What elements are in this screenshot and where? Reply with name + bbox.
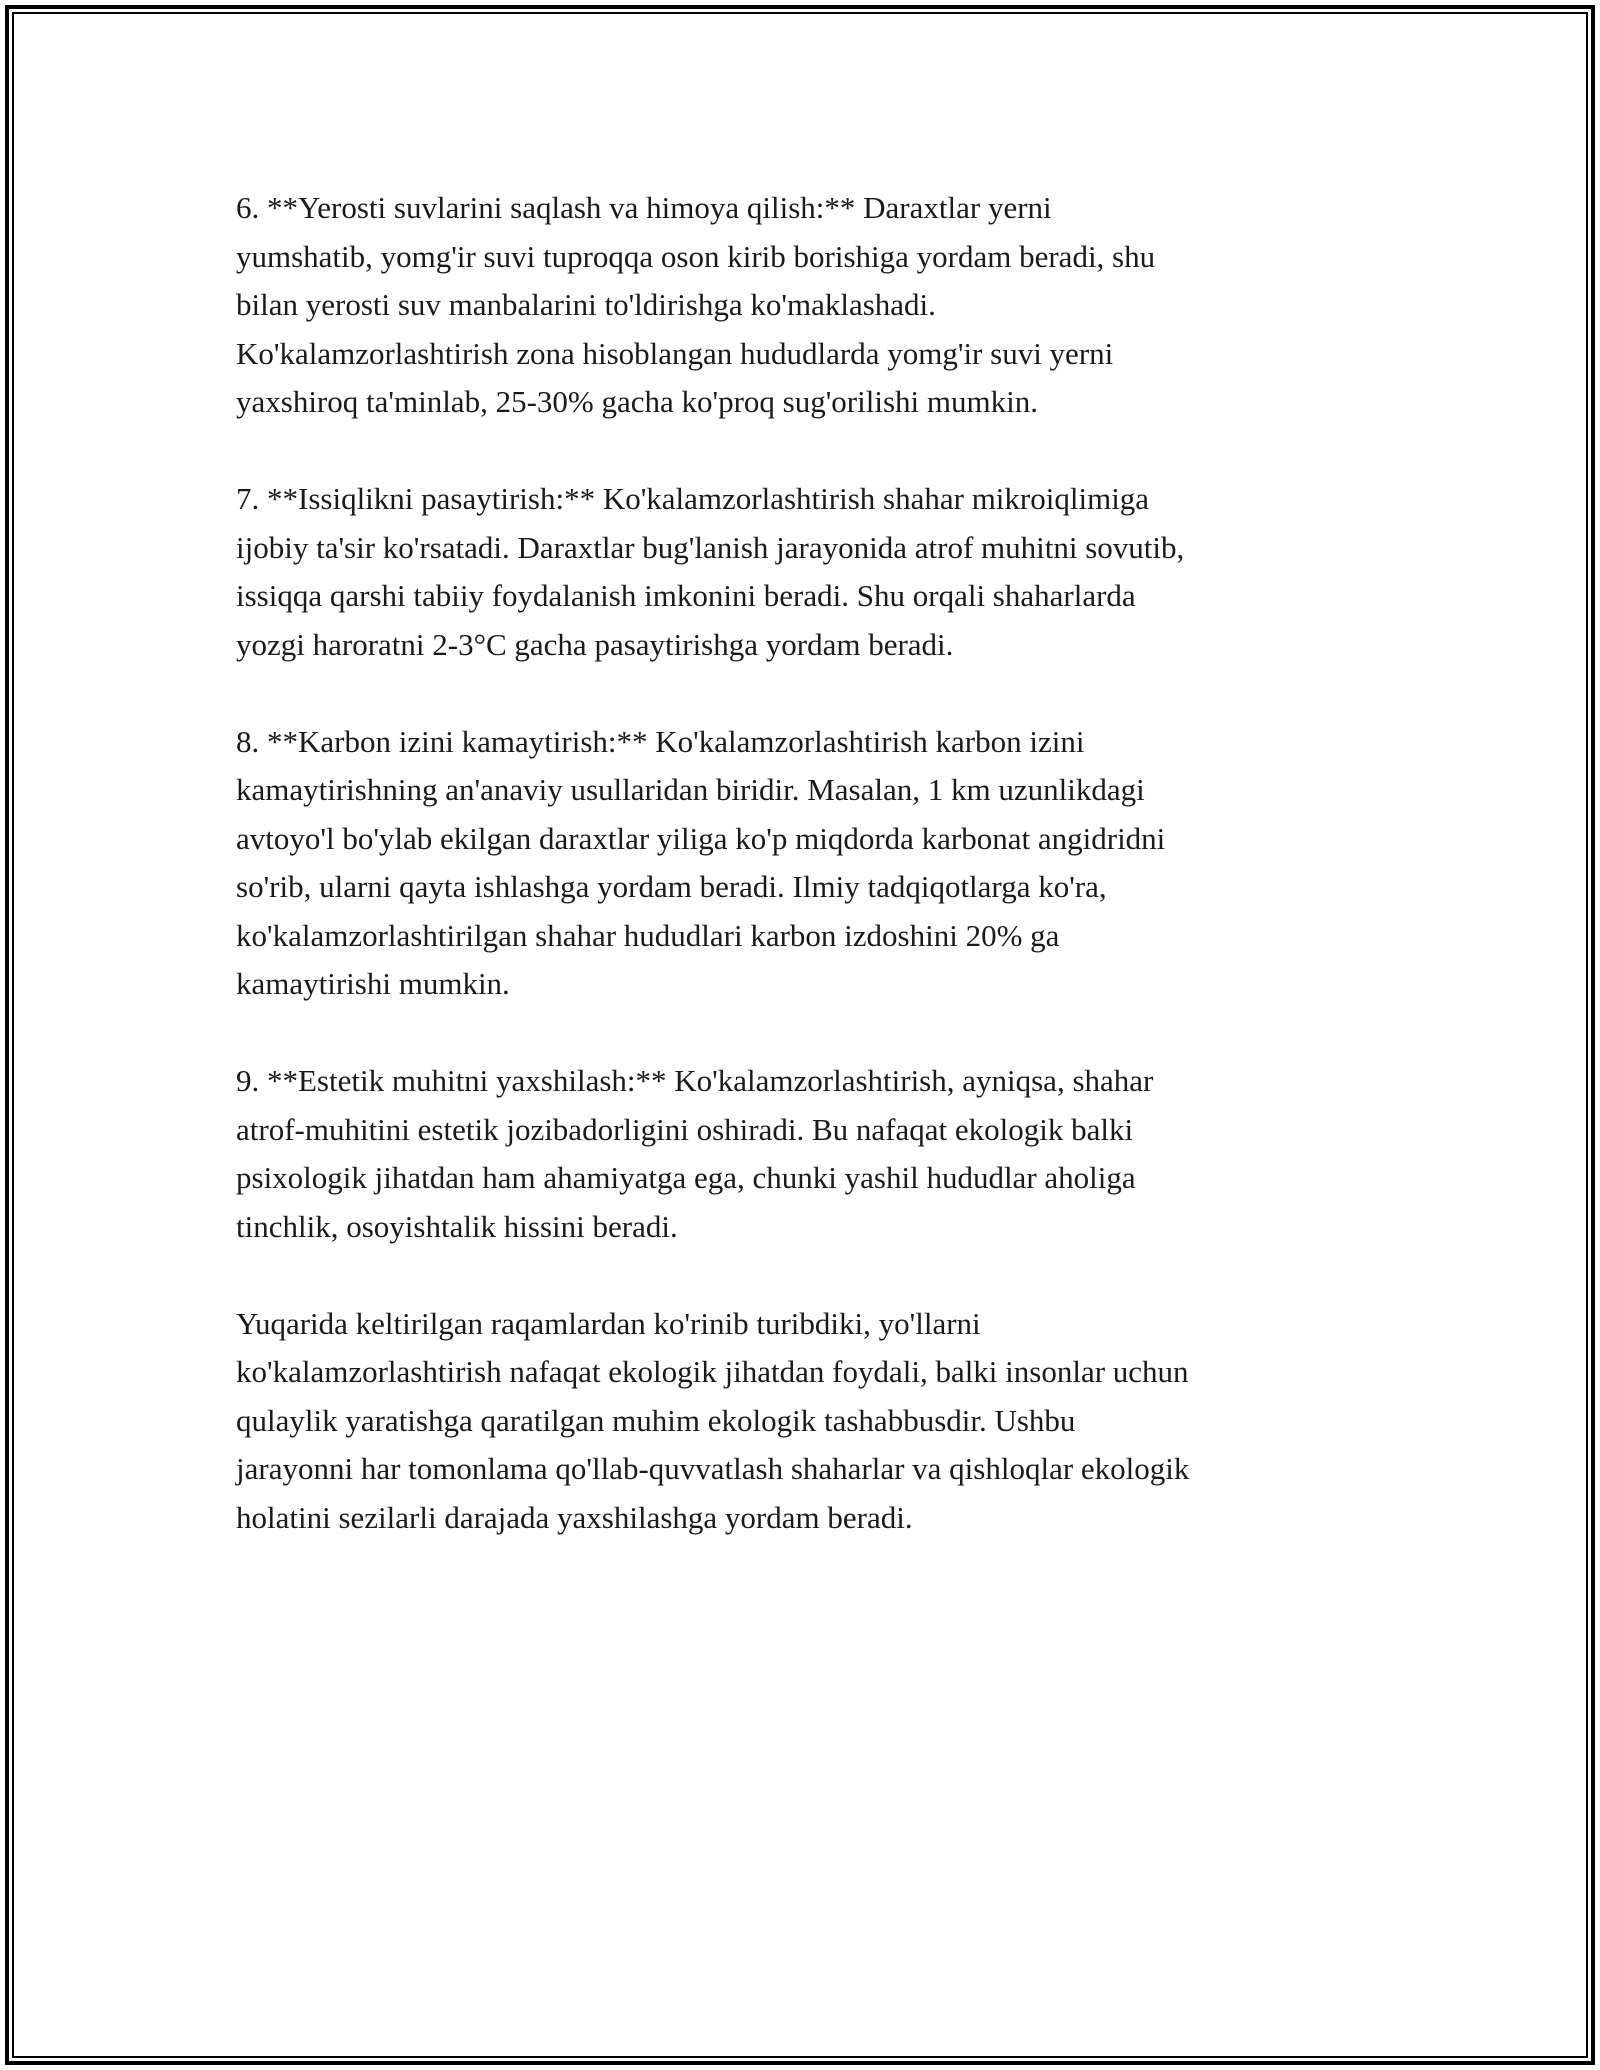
document-body	[236, 184, 1376, 1591]
paragraph-item-6: 6. **Yerosti suvlarini saqlash va himoya qilish:** Daraxtlar yerni yumshatib, yomg'ir suvi tuproqqa oson kirib borishiga yordam beradi, shu bilan yerosti suv manbalarini to'ldirishga ko'maklashadi. Ko'kalamzorlashtirish zona hisoblangan hududlarda yomg'ir suvi yerni yaxshiroq ta'minlab, 25-30% gacha ko'proq sug'orilishi mumkin.	[236, 190, 1156, 419]
paragraph-item-8: 8. **Karbon izini kamaytirish:** Ko'kalamzorlashtirish karbon izini kamaytirishning an'anaviy usullaridan biridir. Masalan, 1 km uzunlikdagi avtoyo'l bo'ylab ekilgan daraxtlar yiliga ko'p miqdorda karbonat angidridni so'rib, ularni qayta ishlashga yordam beradi. Ilmiy tadqiqotlarga ko'ra, ko'kalamzorlashtirilgan shahar hududlari karbon izdoshini 20% ga kamaytirishi mumkin.	[236, 723, 1166, 1001]
paragraph-conclusion: Yuqarida keltirilgan raqamlardan ko'rinib turibdiki, yo'llarni ko'kalamzorlashtirish nafaqat ekologik jihatdan foydali, balki insonlar uchun qulaylik yaratishga qaratilgan muhim ekologik tashabbusdir. Ushbu jarayonni har tomonlama qo'llab-quvvatlash shaharlar va qishloqlar ekologik holatini sezilarli darajada yaxshilashga yordam beradi.	[236, 1305, 1190, 1535]
paragraph-item-9: 9. **Estetik muhitni yaxshilash:** Ko'kalamzorlashtirish, ayniqsa, shahar atrof-muhitini estetik jozibadorligini oshiradi. Bu nafaqat ekologik balki psixologik jihatdan ham ahamiyatga ega, chunki yashil hududlar aholiga tinchlik, osoyishtalik hissini beradi.	[236, 1063, 1154, 1244]
paragraph-item-7: 7. **Issiqlikni pasaytirish:** Ko'kalamzorlashtirish shahar mikroiqlimiga ijobiy ta'sir ko'rsatadi. Daraxtlar bug'lanish jarayonida atrof muhitni sovutib, issiqqa qarshi tabiiy foydalanish imkonini beradi. Shu orqali shaharlarda yozgi haroratni 2-3°C gacha pasaytirishga yordam beradi.	[236, 481, 1185, 662]
